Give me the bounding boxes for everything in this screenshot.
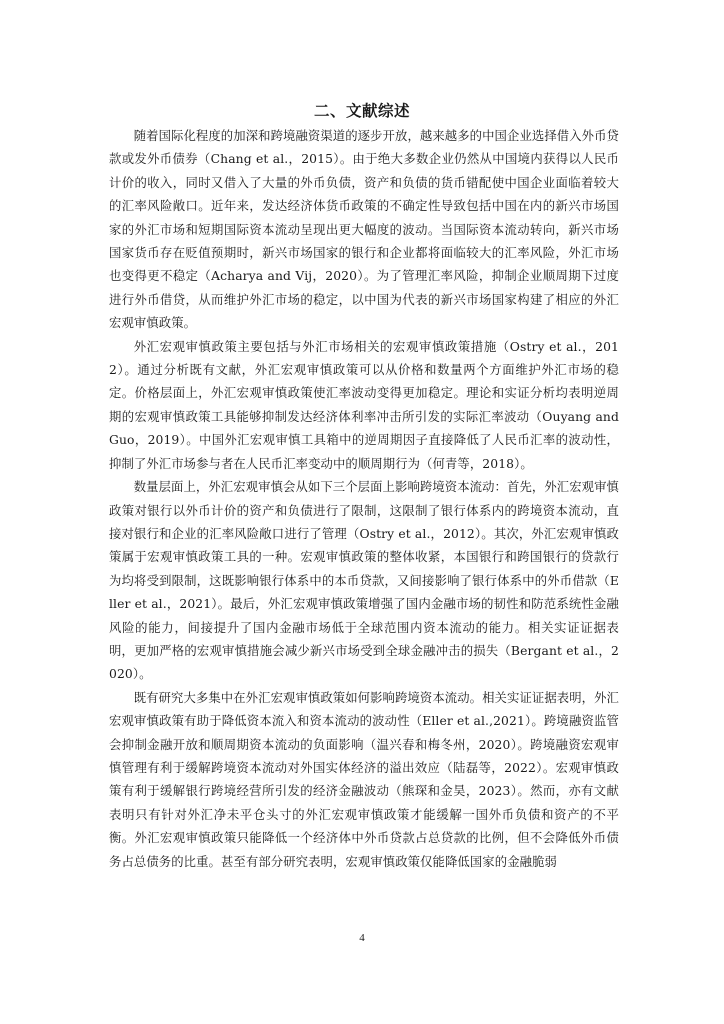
paragraph-4: 既有研究大多集中在外汇宏观审慎政策如何影响跨境资本流动。相关实证证据表明，外汇宏观审慎政策有助于降低资本流入和资本流动的波动性（Eller et al.,2021）。跨境融资监管会抑制金融开放和顺周期资本流动的负面影响（温兴春和梅冬州，2020）。跨境融资宏观审慎管理有利于缓解跨境资本流动对外国实体经济的溢出效应（陆磊等，2022）。宏观审慎政策有利于缓解银行跨境经营所引发的经济金融波动（熊琛和金昊，2023）。然而，亦有文献表明只有针对外汇净未平仓头寸的外汇宏观审慎政策才能缓解一国外币负债和资产的不平衡。外汇宏观审慎政策只能降低一个经济体中外币贷款占总贷款的比例，但不会降低外币债务占总债务的比重。甚至有部分研究表明，宏观审慎政策仅能降低国家的金融脆弱 <box>109 690 619 869</box>
section-heading: 二、文献综述 <box>313 101 410 120</box>
paragraph-3: 数量层面上，外汇宏观审慎会从如下三个层面上影响跨境资本流动：首先，外汇宏观审慎政策对银行以外币计价的资产和负债进行了限制，这限制了银行体系内的跨境资本流动，直接对银行和企业的汇率风险敞口进行了管理（Ostry et al.，2012）。其次，外汇宏观审慎政策属于宏观审慎政策工具的一种。宏观审慎政策的整体收紧，本国银行和跨国银行的贷款行为均将受到限制，这既影响银行体系中的本币贷款，又间接影响了银行体系中的外币借款（Eller et al.，2021）。最后，外汇宏观审慎政策增强了国内金融市场的韧性和防范系统性金融风险的能力，间接提升了国内金融市场低于全球范围内资本流动的能力。相关实证证据表明，更加严格的宏观审慎措施会减少新兴市场受到全球金融冲击的损失（Bergant et al.，2020）。 <box>109 480 619 682</box>
paragraph-1: 随着国际化程度的加深和跨境融资渠道的逐步开放，越来越多的中国企业选择借入外币贷款或发外币债券（Chang et al.，2015）。由于绝大多数企业仍然从中国境内获得以人民币计价的收入，同时又借入了大量的外币负债，资产和负债的货币错配使中国企业面临着较大的汇率风险敞口。近年来，发达经济体货币政策的不确定性导致包括中国在内的新兴市场国家的外汇市场和短期国际资本流动呈现出更大幅度的波动。当国际资本流动转向，新兴市场国家货币存在贬值预期时，新兴市场国家的银行和企业都将面临较大的汇率风险，外汇市场也变得更不稳定（Acharya and Vij，2020）。为了管理汇率风险，抑制企业顺周期下过度进行外币借贷，从而维护外汇市场的稳定，以中国为代表的新兴市场国家构建了相应的外汇宏观审慎政策。 <box>109 129 619 331</box>
paragraph-2: 外汇宏观审慎政策主要包括与外汇市场相关的宏观审慎政策措施（Ostry et al.，2012）。通过分析既有文献，外汇宏观审慎政策可以从价格和数量两个方面维护外汇市场的稳定。价格层面上，外汇宏观审慎政策使汇率波动变得更加稳定。理论和实证分析均表明逆周期的宏观审慎政策工具能够抑制发达经济体利率冲击所引发的实际汇率波动（Ouyang and Guo，2019）。中国外汇宏观审慎工具箱中的逆周期因子直接降低了人民币汇率的波动性，抑制了外汇市场参与者在人民币汇率变动中的顺周期行为（何青等，2018）。 <box>109 339 619 471</box>
page-number: 4 <box>359 932 365 944</box>
body-text <box>109 125 619 874</box>
